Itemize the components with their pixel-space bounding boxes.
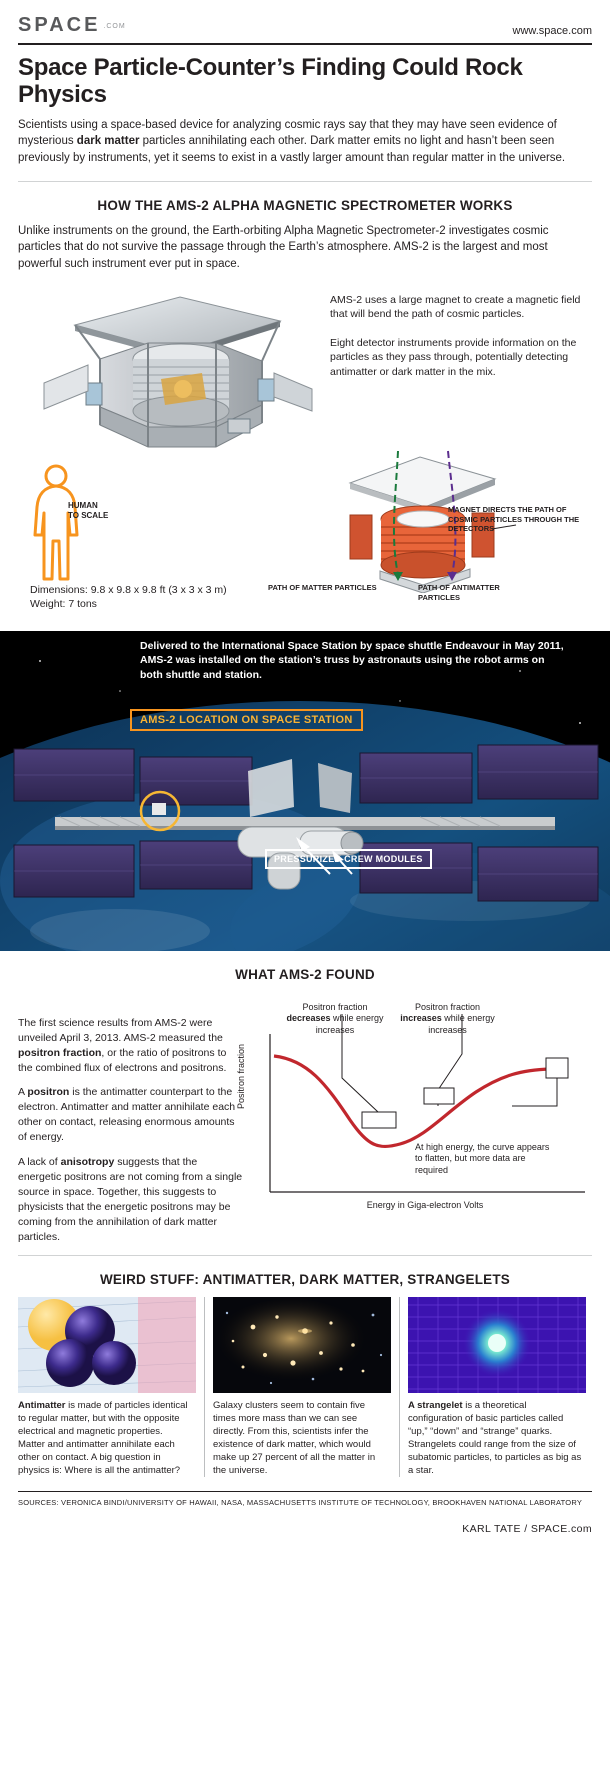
found-text-column [18, 1016, 243, 1255]
weird-divider-top [18, 1255, 592, 1256]
found-paragraph-2 [18, 1085, 243, 1145]
iss-photo-block [0, 631, 610, 951]
found-p3-c: suggests that the energetic positrons are not coming from a single source in space. Together, this suggests to physicists that the energetic positrons may be coming from the annihilation of dark matter particles. [18, 1156, 243, 1243]
ams-notes [330, 293, 592, 393]
found-p1-b: positron fraction [18, 1046, 102, 1059]
antimatter-lead: Antimatter [18, 1399, 66, 1411]
chart-y-axis-label: Positron fraction [236, 1043, 246, 1109]
how-section-intro: Unlike instruments on the ground, the Earth-orbiting Alpha Magnetic Spectrometer-2 investigates cosmic particles that do not survive the passage through the Earth’s atmosphere. AMS-2 is the largest and most powerful such instrument ever put in space. [18, 224, 549, 271]
weird-column-darkmatter [213, 1297, 391, 1478]
antimatter-path-label: PATH OF ANTIMATTER PARTICLES [418, 582, 500, 602]
iss-caption: Delivered to the International Space Station by space shuttle Endeavour in May 2011, AMS-2 was installed on the station’s truss by astronauts using the robot arms on both shuttle and station. [140, 639, 564, 681]
header-divider [18, 43, 592, 45]
found-p3-b: anisotropy [60, 1156, 115, 1169]
antimatter-image [18, 1297, 196, 1393]
human-scale-icon [26, 463, 86, 583]
weird-divider-1 [204, 1297, 205, 1478]
deck-text-1: Scientists using a space-based device for analyzing cosmic rays say that they may have seen evidence of mysterious [18, 118, 557, 148]
found-block [0, 994, 610, 1249]
site-url[interactable]: www.space.com [512, 25, 592, 37]
credit-line: KARL TATE / SPACE.com [462, 1523, 592, 1536]
found-section-title: WHAT AMS-2 FOUND [235, 966, 375, 982]
weird-divider-2 [399, 1297, 400, 1478]
strangelet-text: is a theoretical configuration of basic particles called “up,” “down” and “strange” quarks. Strangelets could range from the size of subatomic particles, to particles as big as a star. [408, 1399, 582, 1477]
page-title: Space Particle-Counter’s Finding Could Rock Physics [18, 54, 523, 108]
antimatter-text: is made of particles identical to regular matter, but with the opposite electrical and magnetic properties. Matter and antimatter annihilate each other on contact. A big question in physics is: Where is all the antimatter? [18, 1399, 188, 1477]
found-p3-a: A lack of [18, 1156, 61, 1169]
found-p2-a: A [18, 1086, 28, 1099]
darkmatter-text: Galaxy clusters seem to contain five times more mass than we can see directly. From this, scientists infer the existence of dark matter, which would make up 27 percent of all the matter in the universe. [213, 1399, 376, 1477]
human-scale-label: HUMAN TO SCALE [68, 500, 109, 520]
found-p1-a: The first science results from AMS-2 were unveiled April 3, 2013. AMS-2 measured the [18, 1016, 223, 1044]
header-bar [0, 0, 610, 43]
crew-modules-badge: PRESSURIZED CREW MODULES [265, 849, 432, 869]
found-paragraph-3 [18, 1155, 243, 1244]
weird-column-antimatter [18, 1297, 196, 1478]
matter-path-label: PATH OF MATTER PARTICLES [268, 582, 377, 592]
how-section-title: HOW THE AMS-2 ALPHA MAGNETIC SPECTROMETER WORKS [97, 197, 513, 213]
darkmatter-caption [213, 1399, 391, 1478]
found-p2-c: is the antimatter counterpart to the electron. Antimatter and matter annihilate each other on contact, releasing enormous amounts of energy. [18, 1086, 236, 1144]
chart-annotation-flatten: At high energy, the curve appears to flatten, but more data are required [415, 1141, 550, 1176]
chart-annotation-decrease: Positron fraction decreases while energy increases [286, 1001, 384, 1036]
deck-paragraph [18, 117, 592, 167]
ams2-instrument-illustration [30, 287, 315, 477]
found-p2-b: positron [27, 1086, 70, 1099]
weird-columns [18, 1297, 592, 1478]
deck-text-2: particles annihilating each other. Dark matter emits no light and hasn’t been seen previously by instruments, yet it seems to exist in a vastly larger amount than regular matter in the universe. [18, 135, 566, 165]
strangelet-lead: A strangelet [408, 1399, 463, 1411]
ams-note-detectors: Eight detector instruments provide information on the particles as they pass through, potentially detecting antimatter or dark matter in the mix. [330, 336, 577, 378]
logo-dotcom: .COM [103, 23, 126, 30]
chart-x-axis-label: Energy in Giga-electron Volts [366, 1199, 484, 1210]
ams-dimensions-line: Dimensions: 9.8 x 9.8 x 9.8 ft (3 x 3 x 3 m) [30, 583, 227, 596]
sources-line: SOURCES: VERONICA BINDI/UNIVERSITY OF HAWAII, NASA, MASSACHUSETTS INSTITUTE OF TECHNOLOGY, BROOKHAVEN NATIONAL LABORATORY [18, 1498, 583, 1508]
weird-column-strangelet [408, 1297, 586, 1478]
ams-diagram-block [0, 283, 610, 623]
ams-weight-line: Weight: 7 tons [30, 598, 97, 611]
found-p1-c: , or the ratio of positrons to the combined flux of electrons and positrons. [18, 1046, 227, 1074]
deck-bold: dark matter [76, 135, 140, 148]
footer-divider [18, 1491, 592, 1492]
found-paragraph-1 [18, 1016, 243, 1076]
magnet-callout-label: MAGNET DIRECTS THE PATH OF COSMIC PARTICLES THROUGH THE DETECTORS [448, 504, 580, 534]
antimatter-caption [18, 1399, 196, 1478]
strangelet-image [408, 1297, 586, 1393]
ams-dimensions [30, 583, 227, 612]
galaxy-cluster-image [213, 1297, 391, 1393]
strangelet-caption [408, 1399, 586, 1478]
ams-note-magnet: AMS-2 uses a large magnet to create a magnetic field that will bend the path of cosmic particles. [330, 293, 581, 321]
chart-annotation-increase: Positron fraction increases while energy increases [400, 1001, 495, 1036]
ams2-location-badge: AMS-2 LOCATION ON SPACE STATION [130, 709, 363, 731]
deck-divider [18, 181, 592, 182]
weird-section-title: WEIRD STUFF: ANTIMATTER, DARK MATTER, STRANGELETS [99, 1271, 510, 1287]
space-com-logo[interactable] [18, 14, 126, 37]
logo-wordmark: SPACE [18, 14, 101, 36]
